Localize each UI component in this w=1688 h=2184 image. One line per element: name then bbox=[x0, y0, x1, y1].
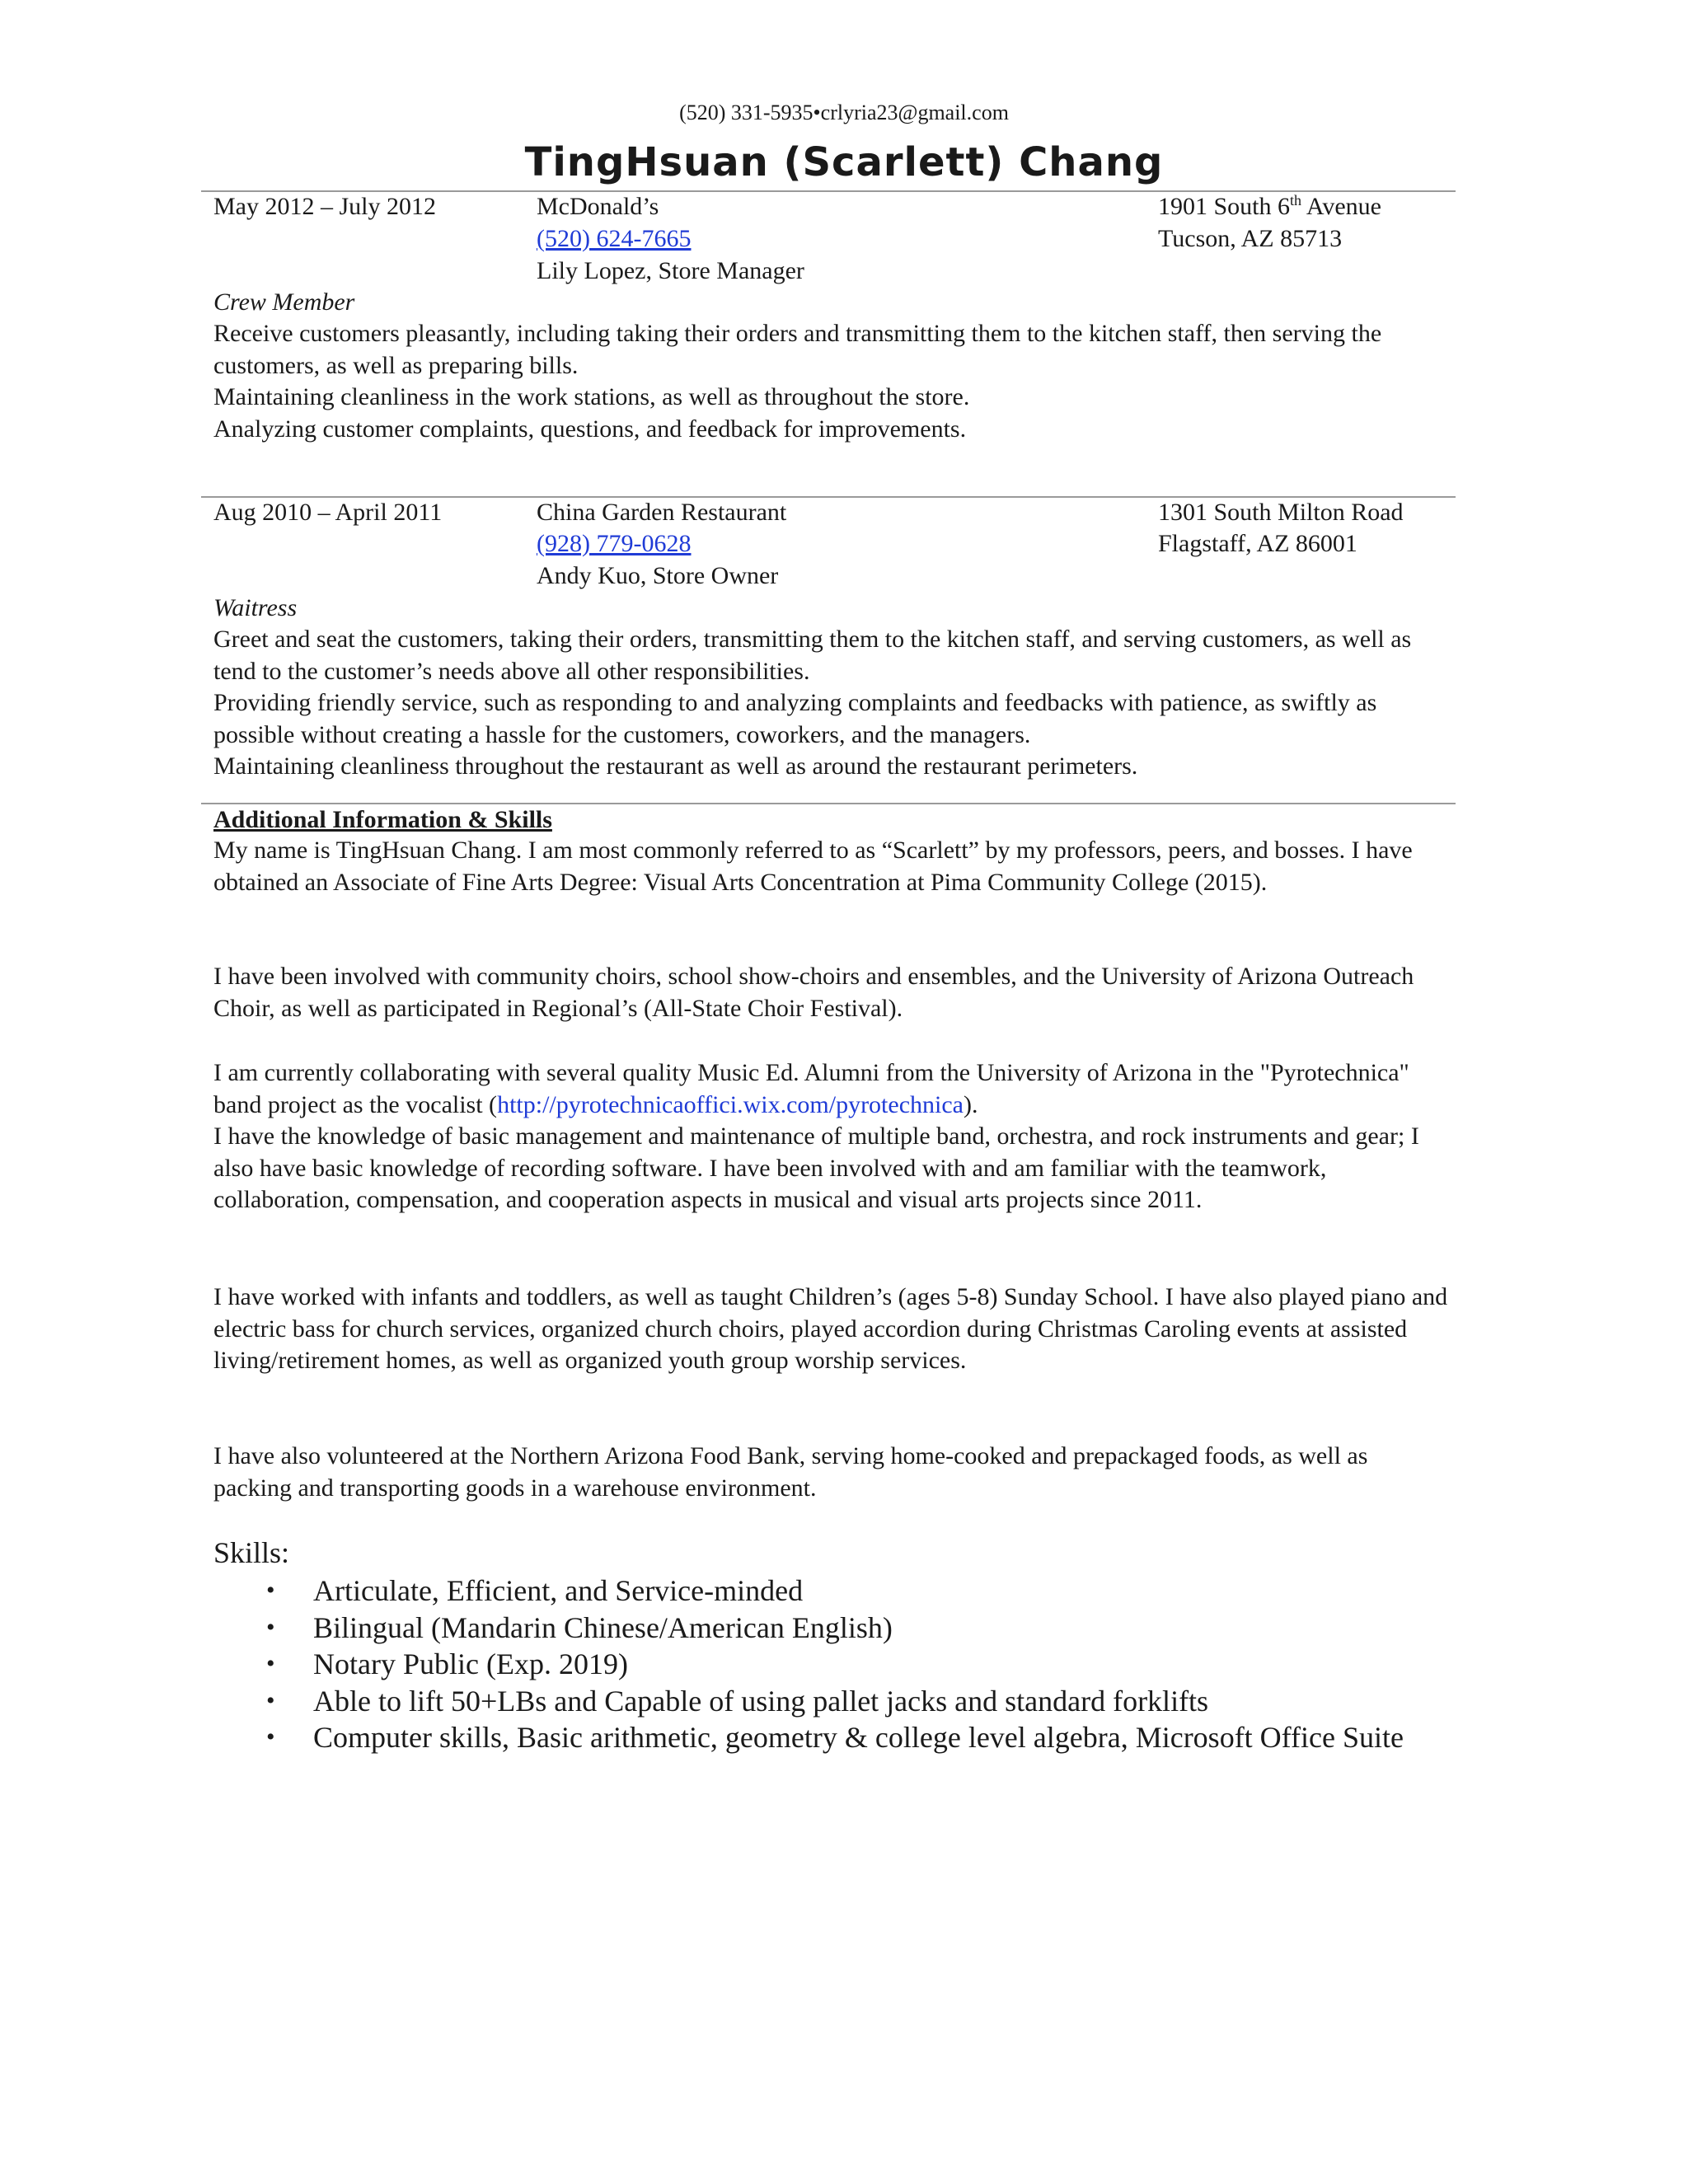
job-address-line2: Flagstaff, AZ 86001 bbox=[1158, 530, 1357, 557]
job-phone-link[interactable]: (520) 624-7665 bbox=[537, 225, 692, 252]
job-address-line2: Tucson, AZ 85713 bbox=[1158, 225, 1343, 252]
job-duty: Greet and seat the customers, taking their orders, transmitting them to the kitchen staff, and serving customers, as well as tend to the customer’s needs above all other responsibilities. bbox=[213, 626, 1412, 685]
job-contact: Andy Kuo, Store Owner bbox=[537, 562, 779, 589]
job-dates: May 2012 – July 2012 bbox=[213, 193, 436, 220]
job-duty: Maintaining cleanliness throughout the restaurant as well as around the restaurant perimeters. bbox=[213, 752, 1138, 780]
bullet-icon: • bbox=[266, 1650, 275, 1677]
job-address-line1: 1301 South Milton Road bbox=[1158, 499, 1404, 526]
resume-name: TingHsuan (Scarlett) Chang bbox=[524, 139, 1164, 185]
bullet-icon: • bbox=[266, 1686, 275, 1714]
job-duty: Receive customers pleasantly, including taking their orders and transmitting them to the kitchen staff, then serving the customers, as well as preparing bills. bbox=[213, 320, 1382, 379]
bullet-icon: • bbox=[266, 1577, 275, 1604]
job-duty: Analyzing customer complaints, questions, and feedback for improvements. bbox=[213, 415, 967, 443]
job-employer: China Garden Restaurant bbox=[537, 499, 787, 526]
job-title: Crew Member bbox=[213, 288, 355, 316]
contact-line: (520) 331-5935•crlyria23@gmail.com bbox=[679, 101, 1009, 124]
info-paragraph: I have worked with infants and toddlers, as well as taught Children’s (ages 5-8) Sunday School. I have also played piano and electric bass for church services, organized church choirs, played accordion during Christmas Caroling events at assisted living/retirement homes, as well as organized youth group worship services. bbox=[213, 1283, 1448, 1374]
skill-item: • Able to lift 50+LBs and Capable of using pallet jacks and standard forklifts bbox=[266, 1684, 1209, 1718]
skill-item: • Articulate, Efficient, and Service-minded bbox=[266, 1574, 804, 1607]
skill-item: • Bilingual (Mandarin Chinese/American English) bbox=[266, 1610, 893, 1644]
info-paragraph: My name is TingHsuan Chang. I am most commonly referred to as “Scarlett” by my professors, peers, and bosses. I have obtained an Associate of Fine Arts Degree: Visual Arts Concentration at Pima Community College (2015). bbox=[213, 837, 1413, 896]
bullet-icon: • bbox=[266, 1613, 275, 1641]
job-duty: Maintaining cleanliness in the work stations, as well as throughout the store. bbox=[213, 383, 970, 410]
job-dates: Aug 2010 – April 2011 bbox=[213, 499, 443, 526]
info-paragraph: I have been involved with community choirs, school show-choirs and ensembles, and the University of Arizona Outreach Choir, as well as participated in Regional’s (All-State Choir Festival). bbox=[213, 963, 1414, 1022]
section-heading-additional: Additional Information & Skills bbox=[213, 806, 552, 833]
skills-title: Skills: bbox=[213, 1536, 290, 1569]
bullet-icon: • bbox=[266, 1723, 275, 1750]
skill-item: • Notary Public (Exp. 2019) bbox=[266, 1647, 628, 1680]
info-paragraph: I am currently collaborating with several quality Music Ed. Alumni from the University of Arizona in the "Pyrotechnica" band project as the vocalist (http://pyrotechnicaoffici.wix.com/pyrotechnica). bbox=[213, 1059, 1409, 1118]
job-employer: McDonald’s bbox=[537, 193, 659, 220]
job-address-line1: 1901 South 6th Avenue bbox=[1158, 192, 1381, 220]
band-url-link[interactable]: http://pyrotechnicaoffici.wix.com/pyrotechnica bbox=[497, 1090, 964, 1118]
job-phone-link[interactable]: (928) 779-0628 bbox=[537, 530, 692, 557]
job-title: Waitress bbox=[213, 594, 298, 621]
skills-list bbox=[266, 1572, 1404, 1756]
info-paragraph: I have also volunteered at the Northern Arizona Food Bank, serving home-cooked and prepackaged foods, as well as packing and transporting goods in a warehouse environment. bbox=[213, 1442, 1368, 1502]
skill-item: • Computer skills, Basic arithmetic, geometry & college level algebra, Microsoft Office Suite bbox=[266, 1721, 1404, 1754]
info-paragraph: I have the knowledge of basic management and maintenance of multiple band, orchestra, and rock instruments and gear; I also have basic knowledge of recording software. I have been involved with and am familiar with the teamwork, collaboration, compensation, and cooperation aspects in musical and visual arts projects since 2011. bbox=[213, 1122, 1419, 1213]
job-contact: Lily Lopez, Store Manager bbox=[537, 257, 804, 284]
job-duty: Providing friendly service, such as responding to and analyzing complaints and feedbacks with patience, as swiftly as possible without creating a hassle for the customers, coworkers, and the managers. bbox=[213, 689, 1377, 748]
